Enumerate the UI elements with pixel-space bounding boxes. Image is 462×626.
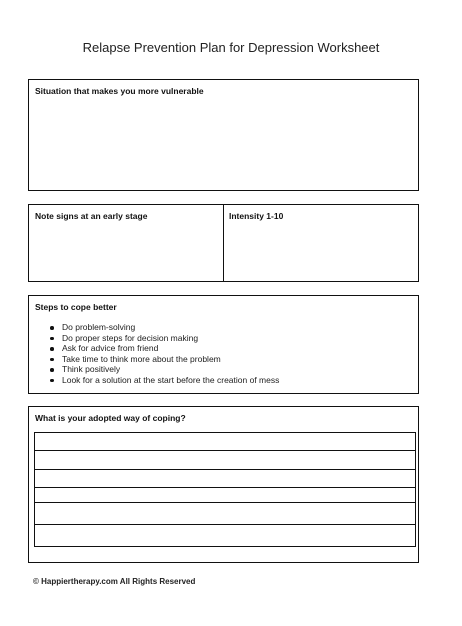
steps-label: Steps to cope better	[35, 302, 117, 312]
steps-list	[48, 322, 279, 386]
situation-box[interactable]	[28, 79, 419, 191]
list-item: Look for a solution at the start before the creation of mess	[48, 375, 279, 386]
coping-label: What is your adopted way of coping?	[35, 413, 186, 423]
copyright-footer: © Happiertherapy.com All Rights Reserved	[33, 577, 196, 586]
situation-label: Situation that makes you more vulnerable	[35, 86, 204, 96]
list-item: Ask for advice from friend	[48, 343, 279, 354]
list-item: Do problem-solving	[48, 322, 279, 333]
coping-line[interactable]	[34, 450, 416, 470]
early-signs-label: Note signs at an early stage	[35, 211, 148, 221]
coping-line[interactable]	[34, 469, 416, 488]
worksheet-title: Relapse Prevention Plan for Depression Worksheet	[82, 40, 380, 55]
coping-line[interactable]	[34, 487, 416, 503]
coping-line[interactable]	[34, 524, 416, 547]
intensity-label: Intensity 1-10	[229, 211, 284, 221]
column-divider	[223, 205, 224, 281]
intensity-field[interactable]	[225, 220, 417, 280]
list-item: Do proper steps for decision making	[48, 333, 279, 344]
steps-box	[28, 295, 419, 394]
coping-line[interactable]	[34, 432, 416, 451]
list-item: Take time to think more about the problem	[48, 354, 279, 365]
coping-line[interactable]	[34, 502, 416, 525]
list-item: Think positively	[48, 364, 279, 375]
early-signs-field[interactable]	[29, 220, 221, 280]
